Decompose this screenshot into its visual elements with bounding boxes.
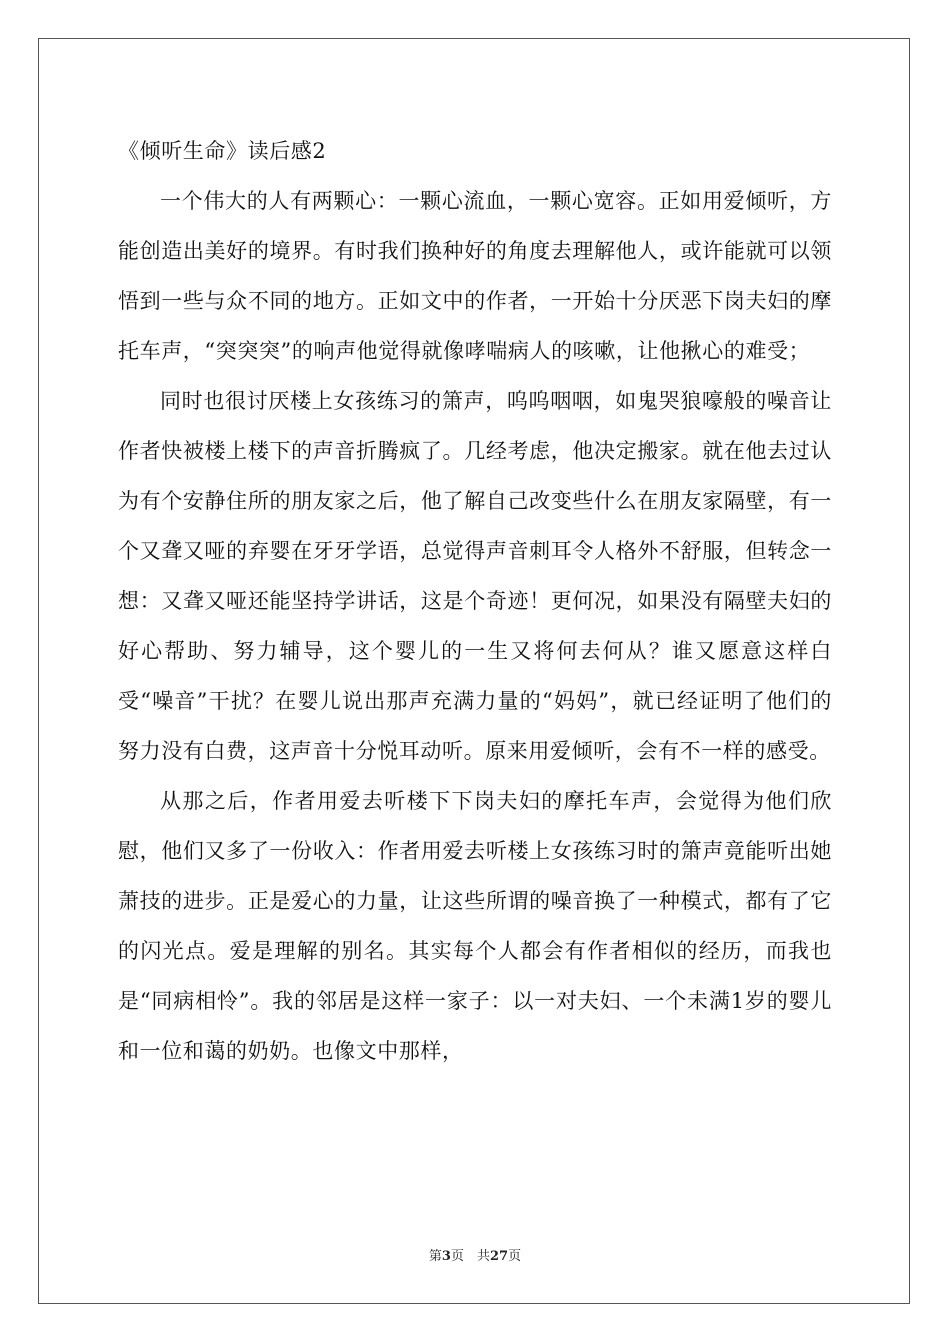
footer-middle: 页 共 [450,1249,490,1264]
footer-current-page: 3 [441,1249,451,1264]
page-footer [0,1245,950,1264]
document-body [118,126,832,1076]
document-title: 《倾听生命》读后感2 [118,139,327,163]
footer-prefix: 第 [428,1249,442,1264]
footer-suffix: 页 [508,1249,522,1264]
paragraph-1: 一个伟大的人有两颗心：一颗心流血，一颗心宽容。正如用爱倾听，方能创造出美好的境界。有时我们换种好的角度去理解他人，或许能就可以领悟到一些与众不同的地方。正如文中的作者，一开始十分厌恶下岗夫妇的摩托车声，“突突突”的响声他觉得就像哮喘病人的咳嗽，让他揪心的难受； [118,189,832,363]
paragraph-2: 同时也很讨厌楼上女孩练习的箫声，呜呜咽咽，如鬼哭狼嚎般的噪音让作者快被楼上楼下的声音折腾疯了。几经考虑，他决定搬家。就在他去过认为有个安静住所的朋友家之后，他了解自己改变些什么在朋友家隔壁，有一个又聋又哑的弃婴在牙牙学语，总觉得声音刺耳令人格外不舒服，但转念一想：又聋又哑还能坚持学讲话，这是个奇迹！更何况，如果没有隔壁夫妇的好心帮助、努力辅导，这个婴儿的一生又将何去何从？谁又愿意这样白受“噪音”干扰？在婴儿说出那声充满力量的“妈妈”，就已经证明了他们的努力没有白费，这声音十分悦耳动听。原来用爱倾听，会有不一样的感受。 [118,389,832,763]
paragraph-3: 从那之后，作者用爱去听楼下下岗夫妇的摩托车声，会觉得为他们欣慰，他们又多了一份收入：作者用爱去听楼上女孩练习时的箫声竟能听出她萧技的进步。正是爱心的力量，让这些所谓的噪音换了一种模式，都有了它的闪光点。爱是理解的别名。其实每个人都会有作者相似的经历，而我也是“同病相怜”。我的邻居是这样一家子：以一对夫妇、一个未满1岁的婴儿和一位和蔼的奶奶。也像文中那样， [118,789,832,1063]
footer-total-pages: 27 [489,1249,509,1264]
